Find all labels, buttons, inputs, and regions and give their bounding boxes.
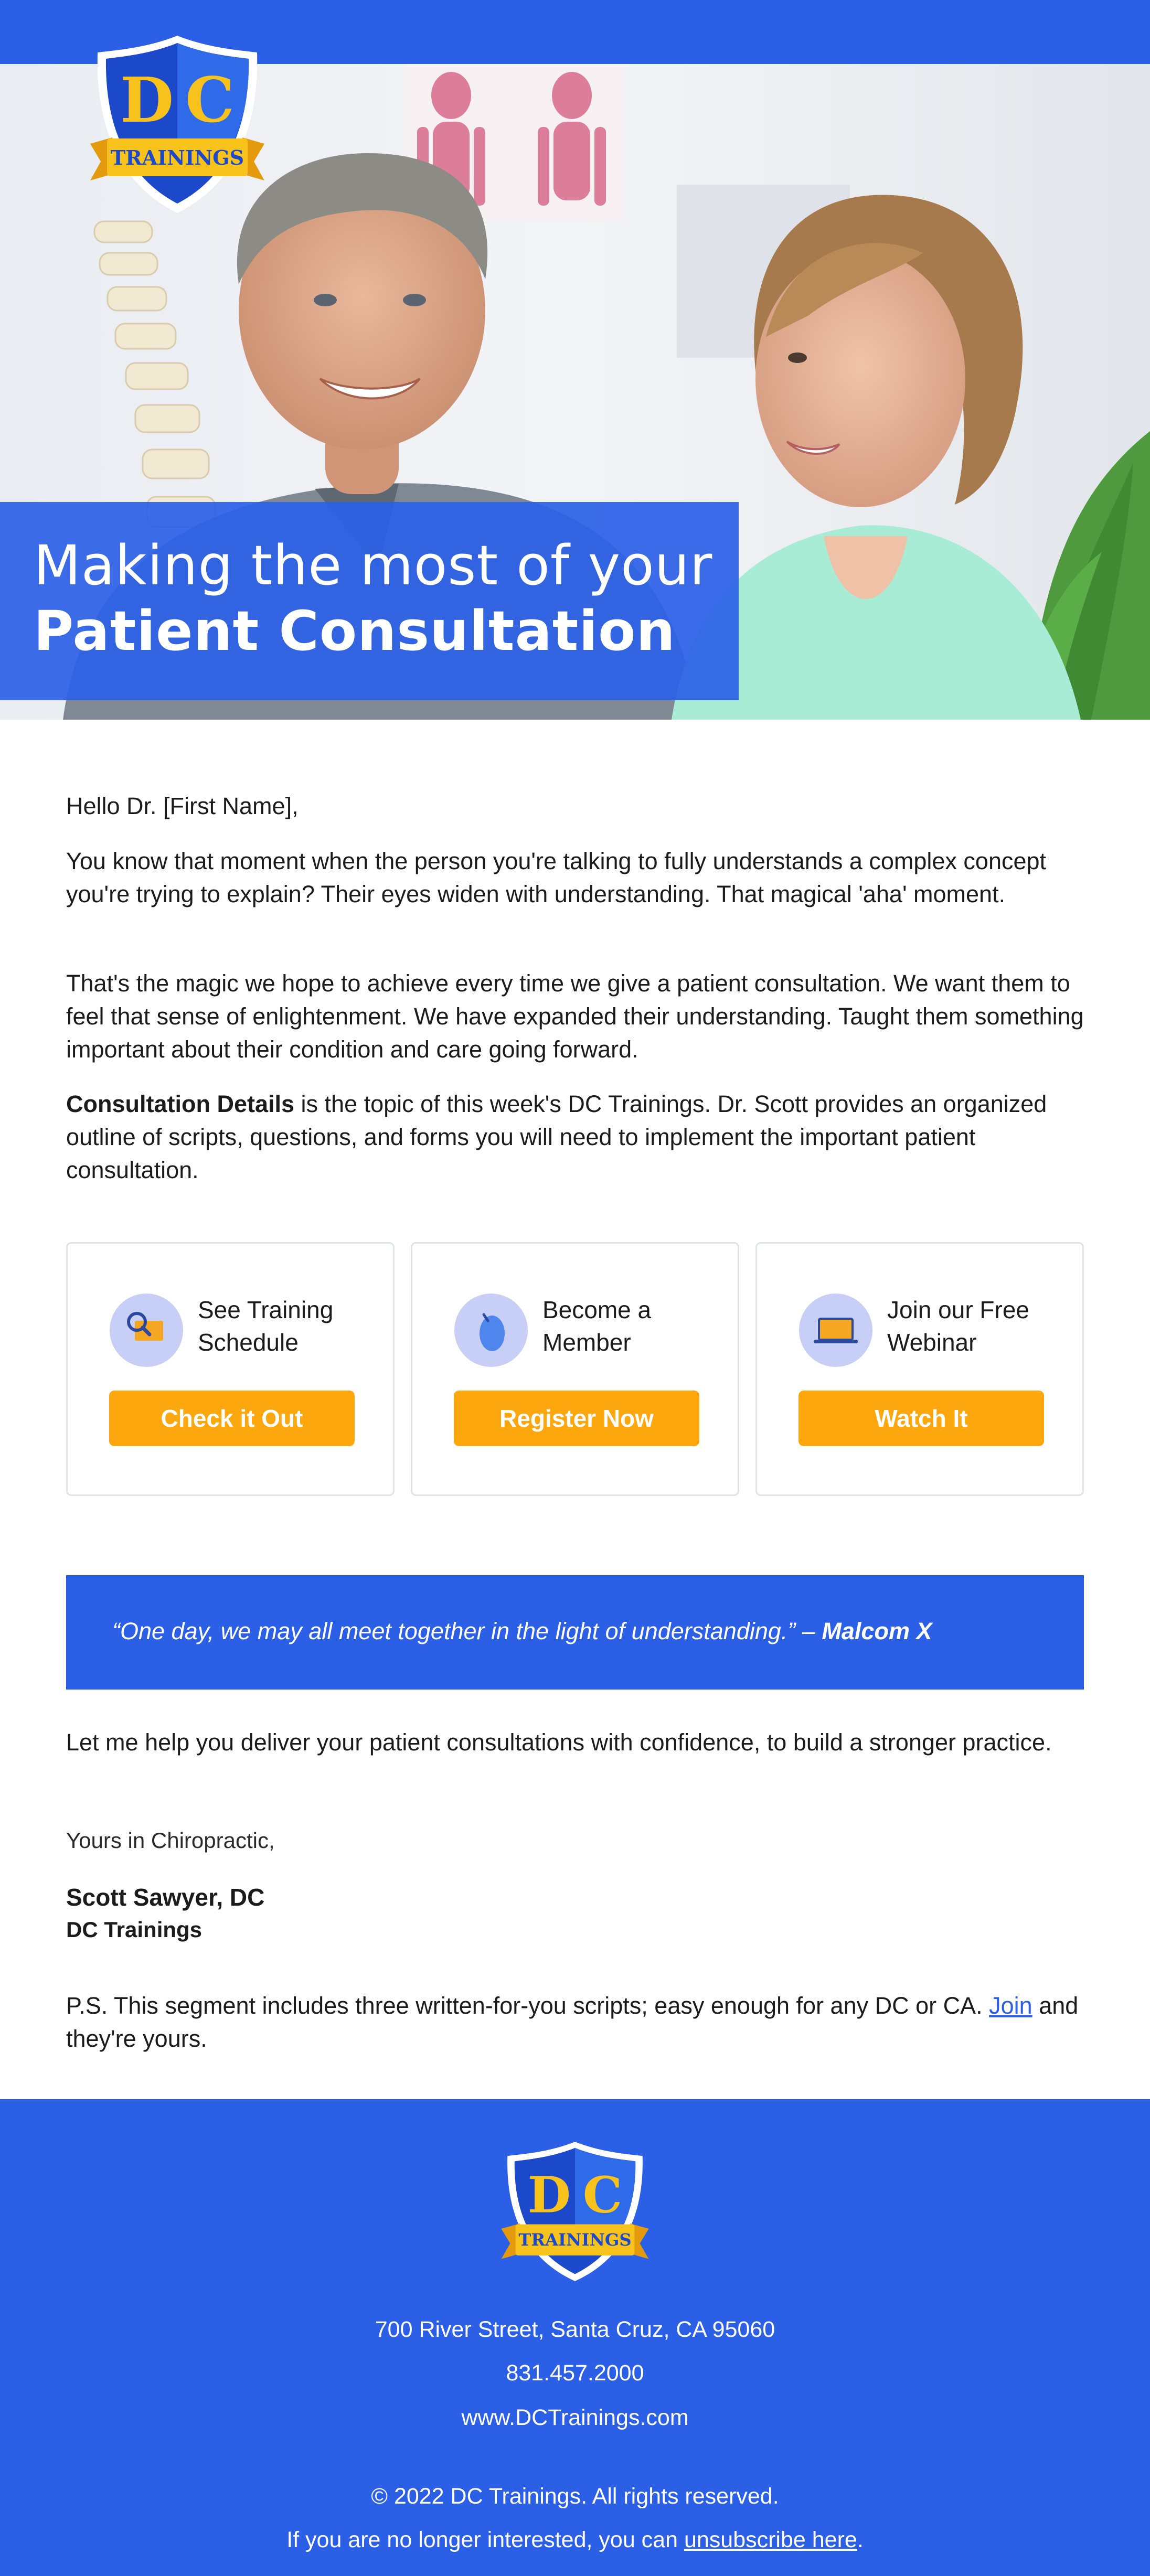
quote-author: Malcom X — [822, 1618, 932, 1644]
svg-text:TRAININGS: TRAININGS — [110, 146, 244, 169]
paragraph-3 — [66, 1087, 1084, 1187]
paragraph-3-text: is the topic of this week's DC Trainings. Dr. Scott provides an organized outline of scripts, questions, and forms you will need to implement the important patient consultation. — [66, 1091, 1047, 1183]
quote-text — [112, 1618, 932, 1645]
quote-block — [66, 1575, 1084, 1690]
footer-copyright: © 2022 DC Trainings. All rights reserved. — [371, 2484, 779, 2509]
unsub-text: If you are no longer interested, you can — [286, 2527, 684, 2552]
ps-text: P.S. This segment includes three written-for-you scripts; easy enough for any DC or CA. — [66, 1992, 989, 2019]
quote-body: “One day, we may all meet together in the light of understanding.” – — [112, 1618, 822, 1644]
hero-title-line2: Patient Consultation — [34, 599, 676, 663]
card-membership — [411, 1242, 739, 1496]
closing-paragraph: Let me help you deliver your patient consultations with confidence, to build a stronger practice. — [66, 1729, 1052, 1756]
check-it-out-button[interactable]: Check it Out — [109, 1391, 355, 1446]
ps-text-end: and they're yours. — [66, 1992, 1079, 2052]
unsubscribe-link[interactable]: unsubscribe here — [684, 2527, 857, 2552]
paragraph-2: That's the magic we hope to achieve every time we give a patient consultation. We want them to feel that sense of enlightenment. We have expanded their understanding. Taught them something important about their condition and care going forward. — [66, 970, 1084, 1063]
unsub-text-end: . — [857, 2527, 864, 2552]
card-webinar — [755, 1242, 1084, 1496]
training-schedule-icon — [110, 1294, 183, 1367]
paragraph-1: You know that moment when the person you're talking to fully understands a complex concept you're trying to explain? Their eyes widen with understanding. That magical 'aha' moment. — [66, 848, 1047, 907]
footer-unsubscribe — [0, 2527, 1150, 2553]
signature-org: DC Trainings — [66, 1917, 203, 1942]
watch-it-button[interactable]: Watch It — [798, 1391, 1044, 1446]
topic-highlight: Consultation Details — [66, 1091, 295, 1117]
svg-text:C: C — [582, 2166, 623, 2225]
svg-text:D: D — [120, 63, 174, 136]
footer-address: 700 River Street, Santa Cruz, CA 95060 — [375, 2317, 775, 2342]
postscript — [66, 1989, 1084, 2055]
dc-trainings-logo[interactable] — [88, 33, 267, 216]
mouse-icon — [454, 1294, 528, 1367]
card-label-training-schedule: See Training Schedule — [198, 1296, 334, 1356]
card-training-schedule — [66, 1242, 395, 1496]
laptop-icon — [799, 1294, 872, 1367]
svg-text:C: C — [185, 63, 235, 136]
card-label-membership: Become a Member — [542, 1296, 652, 1356]
card-label-webinar: Join our Free Webinar — [887, 1296, 1030, 1356]
footer-phone[interactable]: 831.457.2000 — [506, 2360, 644, 2386]
signature-name: Scott Sawyer, DC — [66, 1884, 265, 1911]
signoff: Yours in Chiropractic, — [66, 1828, 275, 1853]
greeting: Hello Dr. [First Name], — [66, 793, 299, 819]
hero-title-line1: Making the most of your — [34, 533, 713, 597]
footer-logo[interactable] — [499, 2139, 651, 2284]
register-now-button[interactable]: Register Now — [454, 1391, 699, 1446]
footer-website[interactable]: www.DCTrainings.com — [461, 2405, 689, 2430]
svg-text:TRAININGS: TRAININGS — [518, 2230, 632, 2250]
svg-text:D: D — [527, 2166, 571, 2225]
join-link[interactable]: Join — [989, 1992, 1032, 2019]
